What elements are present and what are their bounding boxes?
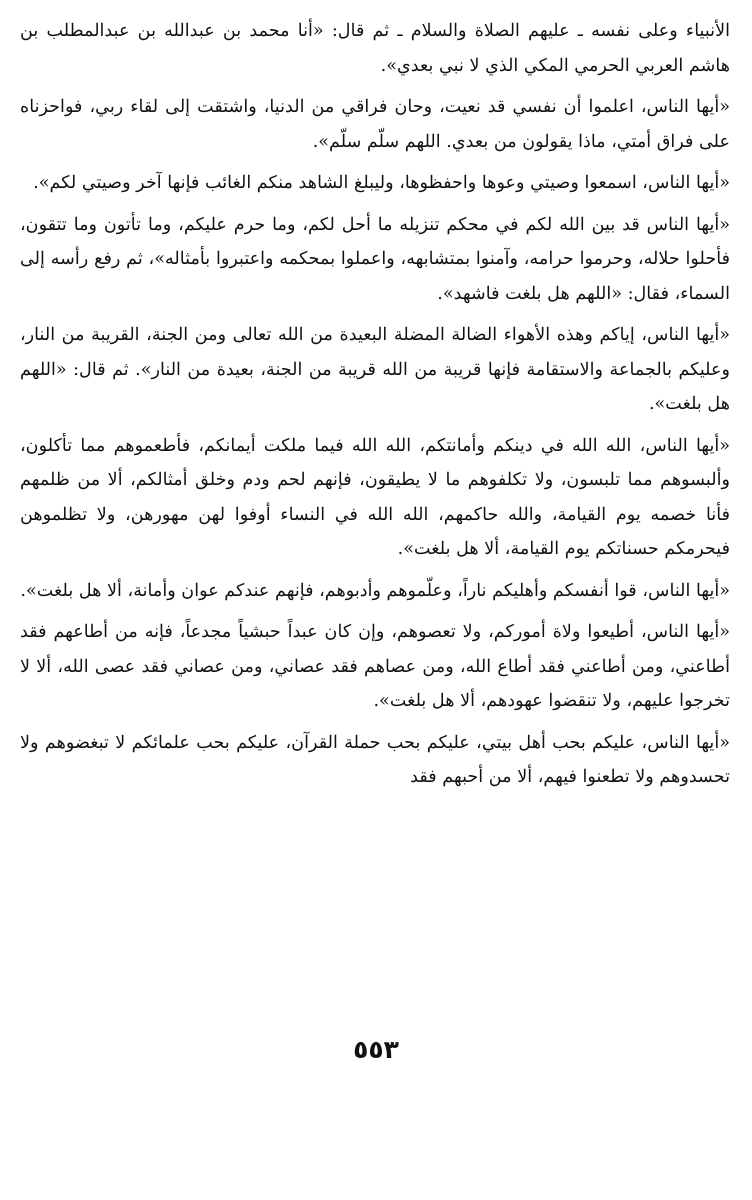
book-page <box>20 14 730 1164</box>
page-number: ٥٥٣ <box>353 1035 399 1064</box>
paragraph-6: «أيها الناس، الله الله في دينكم وأمانتكم، الله الله فيما ملكت أيمانكم، فأطعموهم مما تأكلون، وألبسوهم مما تلبسون، ولا تكلفوهم ما لا يطيقون، فإنهم لحم ودم وخلق أمثالكم، ألا من ظلمهم فأنا خصمه يوم القيامة، والله حاكمهم، الله الله في النساء أوفوا لهن مهورهن، ولا تظلموهن فيحرمكم حسناتكم يوم القيامة، ألا هل بلغت». <box>20 435 730 559</box>
paragraph-8: «أيها الناس، أطيعوا ولاة أموركم، ولا تعصوهم، وإن كان عبداً حبشياً مجدعاً، فإنه من أطاعهم فقد أطاعني، ومن أطاعني فقد أطاع الله، ومن عصاهم فقد عصاني، ومن عصاني فقد عصى الله، ألا لا تخرجوا عليهم، ولا تنقضوا عهودهم، ألا هل بلغت». <box>20 622 730 711</box>
paragraph-4: «أيها الناس قد بين الله لكم في محكم تنزيله ما أحل لكم، وما حرم عليكم، وما تأتون وما تتقون، فأحلوا حلاله، وحرموا حرامه، وآمنوا بمتشابهه، واعملوا بمحكمه واعتبروا بأمثاله»، ثم رفع رأسه إلى السماء، فقال: «اللهم هل بلغت فاشهد». <box>20 214 730 304</box>
paragraph-9: «أيها الناس، عليكم بحب أهل بيتي، عليكم بحب حملة القرآن، عليكم بحب علمائكم لا تبغضوهم ولا تحسدوهم ولا تطعنوا فيهم، ألا من أحبهم فقد <box>20 732 730 787</box>
paragraph-1: الأنبياء وعلى نفسه ـ عليهم الصلاة والسلام ـ ثم قال: «أنا محمد بن عبدالله بن عبدالمطلب بن هاشم العربي الحرمي المكي الذي لا نبي بعدي». <box>20 21 730 76</box>
paragraph-5: «أيها الناس، إياكم وهذه الأهواء الضالة المضلة البعيدة من الله تعالى ومن الجنة، القريبة من النار، وعليكم بالجماعة والاستقامة فإنها قريبة من الله قريبة من الجنة، بعيدة من النار». ثم قال: «اللهم هل بلغت». <box>20 325 730 414</box>
paragraph-2: «أيها الناس، اعلموا أن نفسي قد نعيت، وحان فراقي من الدنيا، واشتقت إلى لقاء ربي، فواحزناه على فراق أمتي، ماذا يقولون من بعدي. اللهم سلّم سلّم». <box>20 97 730 152</box>
paragraph-7: «أيها الناس، قوا أنفسكم وأهليكم ناراً، وعلّموهم وأدبوهم، فإنهم عندكم عوان وأمانة، ألا هل بلغت». <box>20 580 730 601</box>
paragraph-3: «أيها الناس، اسمعوا وصيتي وعوها واحفظوها، وليبلغ الشاهد منكم الغائب فإنها آخر وصيتي لكم». <box>33 173 730 193</box>
